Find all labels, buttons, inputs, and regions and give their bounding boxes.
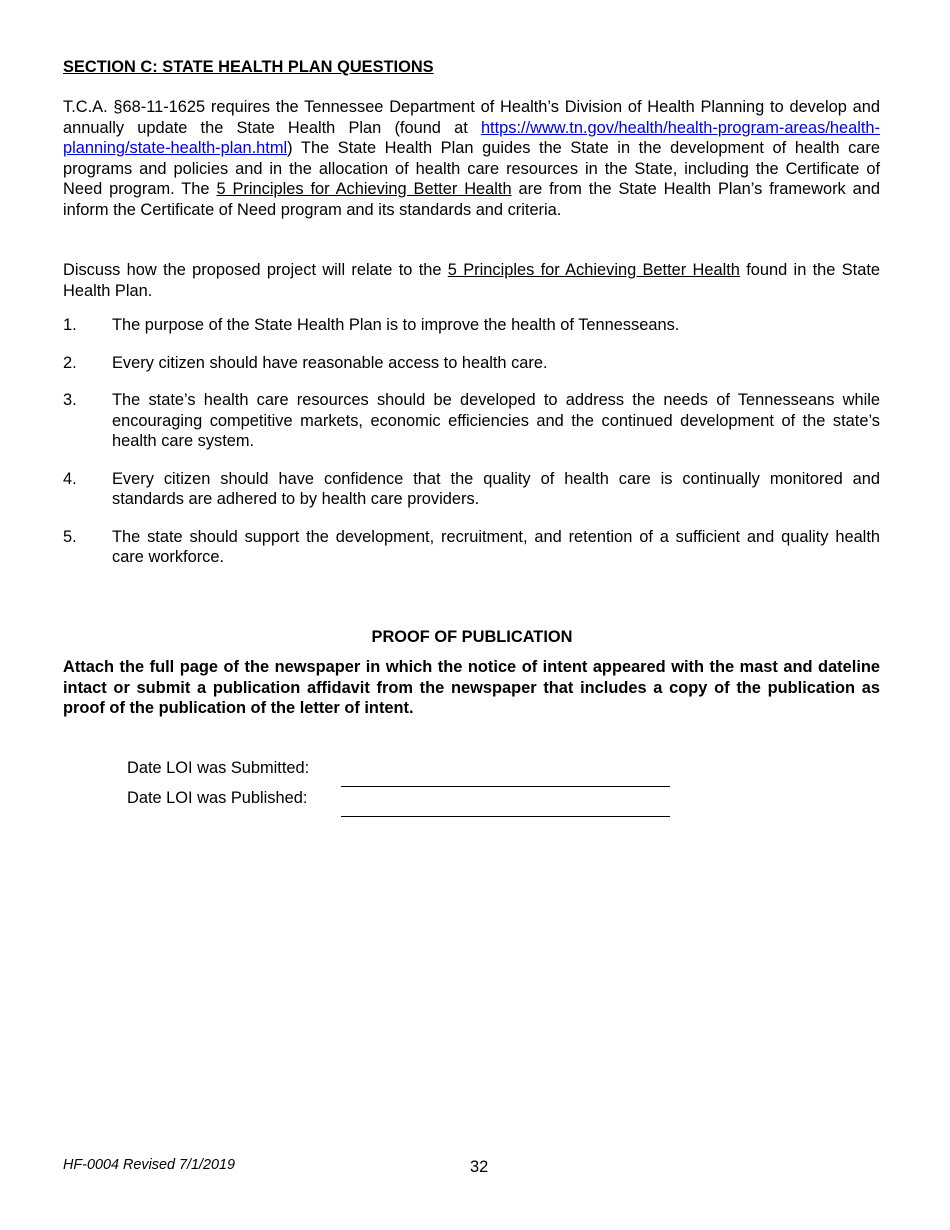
list-item-text: The state’s health care resources should be developed to address the needs of Tennesseans while encouraging competitive markets, economic efficiencies and the continued development of the state’s health care system. (112, 391, 880, 450)
date-submitted-label: Date LOI was Submitted: (127, 759, 310, 777)
discuss-paragraph (63, 260, 880, 301)
list-item (63, 315, 880, 336)
list-item-number: 1. (63, 316, 77, 334)
intro-text-end: are from the State Health Plan’s framework and inform the Certificate of Need program and its standards and criteria. (63, 180, 880, 219)
date-published-field[interactable] (341, 816, 670, 817)
discuss-text-start: Discuss how the proposed project will relate to the (63, 261, 448, 279)
list-item (63, 527, 880, 568)
list-item-number: 5. (63, 527, 77, 546)
principles-list (63, 315, 880, 585)
date-published-label: Date LOI was Published: (127, 789, 308, 807)
principles-reference: 5 Principles for Achieving Better Health (216, 180, 512, 198)
discuss-text-end: found in the State Health Plan. (63, 261, 880, 300)
list-item-text: Every citizen should have reasonable access to health care. (112, 353, 548, 372)
section-title: SECTION C: STATE HEALTH PLAN QUESTIONS (63, 58, 434, 76)
page-number: 32 (470, 1158, 489, 1176)
list-item-text: The state should support the development, recruitment, and retention of a sufficient and quality health care workforce. (112, 527, 880, 566)
date-submitted-field[interactable] (341, 786, 670, 787)
form-revision-label: HF-0004 Revised 7/1/2019 (63, 1157, 235, 1173)
list-item-number: 4. (63, 469, 77, 488)
intro-text-middle: ) The State Health Plan guides the State in the development of health care programs and policies and in the allocation of health care resources in the State, including the Certificate of Need program. The (63, 139, 880, 198)
state-health-plan-link[interactable]: https://www.tn.gov/health/health-program-areas/health-planning/state-health-plan.html (63, 118, 880, 157)
list-item-number: 2. (63, 353, 77, 372)
proof-of-publication-title: PROOF OF PUBLICATION (371, 628, 573, 646)
list-item-text: The purpose of the State Health Plan is to improve the health of Tennesseans. (112, 316, 680, 334)
intro-text-start: T.C.A. §68-11-1625 requires the Tennessee Department of Health’s Division of Health Planning to develop and annually update the State Health Plan (found at (63, 98, 880, 137)
proof-instructions: Attach the full page of the newspaper in which the notice of intent appeared with the mast and dateline intact or submit a publication affidavit from the newspaper that includes a copy of the publication as proof of the publication of the letter of intent. (63, 658, 880, 717)
list-item-text: Every citizen should have confidence that the quality of health care is continually monitored and standards are adhered to by health care providers. (112, 469, 880, 508)
intro-paragraph (63, 97, 880, 220)
list-item (63, 390, 880, 452)
list-item-number: 3. (63, 391, 77, 409)
discuss-principles-reference: 5 Principles for Achieving Better Health (447, 261, 740, 279)
list-item (63, 353, 880, 374)
list-item (63, 469, 880, 510)
